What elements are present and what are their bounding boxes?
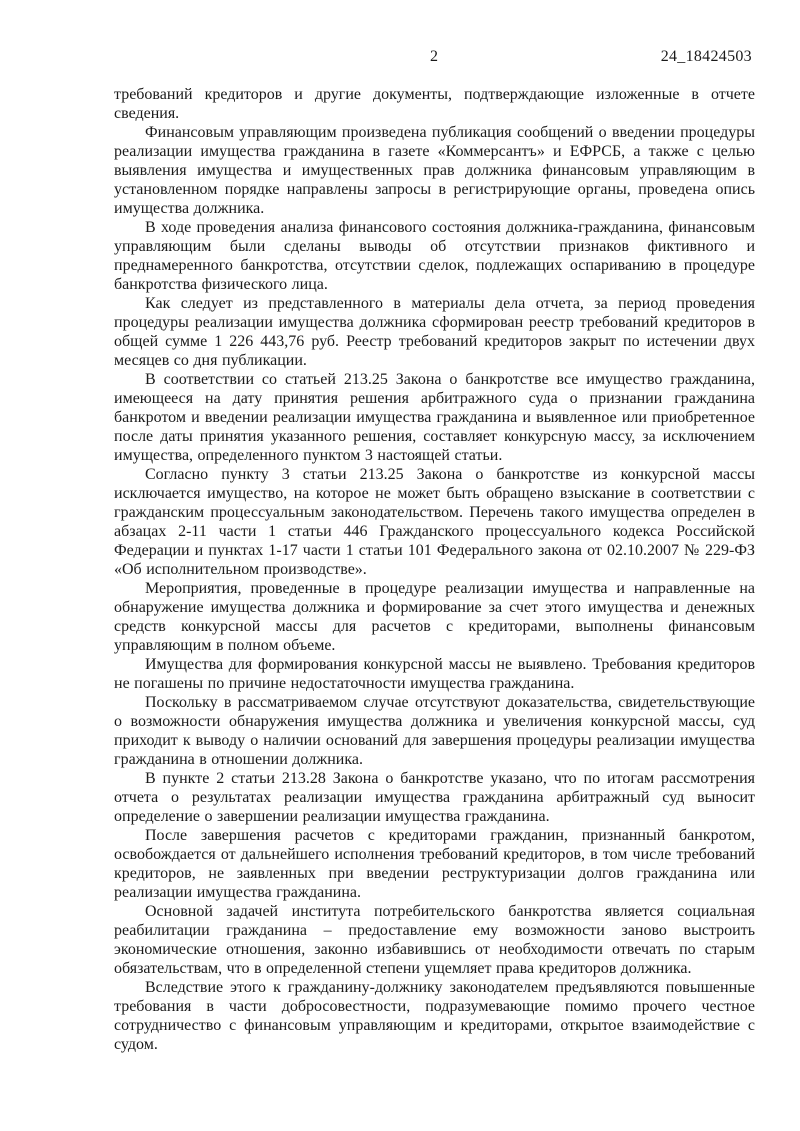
- body-paragraph: Поскольку в рассматриваемом случае отсутствуют доказательства, свидетельствующие о возможности обнаружения имущества должника и увеличения конкурсной массы, суд приходит к выводу о наличии оснований для завершения процедуры реализации имущества гражданина в отношении должника.: [114, 694, 755, 768]
- body-paragraph: В ходе проведения анализа финансового состояния должника-гражданина, финансовым управляющим были сделаны выводы об отсутствии признаков фиктивного и преднамеренного банкротства, отсутствии сделок, подлежащих оспариванию в процедуре банкротства физического лица.: [114, 219, 755, 293]
- body-paragraph: Мероприятия, проведенные в процедуре реализации имущества и направленные на обнаружение имущества должника и формирование за счет этого имущества и денежных средств конкурсной массы для расчетов с кредиторами, выполнены финансовым управляющим в полном объеме.: [114, 580, 755, 654]
- page-number: 2: [430, 48, 438, 65]
- body-paragraph: Согласно пункту 3 статьи 213.25 Закона о банкротстве из конкурсной массы исключается имущество, на которое не может быть обращено взыскание в соответствии с гражданским процессуальным законодательством. Перечень такого имущества определен в абзацах 2-11 части 1 статьи 446 Гражданского процессуального кодекса Российской Федерации и пунктах 1-17 части 1 статьи 101 Федерального закона от 02.10.2007 № 229-ФЗ «Об исполнительном производстве».: [114, 466, 755, 578]
- body-paragraph: После завершения расчетов с кредиторами гражданин, признанный банкротом, освобождается от дальнейшего исполнения требований кредиторов, в том числе требований кредиторов, не заявленных при введении реструктуризации долгов гражданина или реализации имущества гражданина.: [114, 827, 755, 901]
- body-paragraph: Вследствие этого к гражданину-должнику законодателем предъявляются повышенные требования в части добросовестности, подразумевающие помимо прочего честное сотрудничество с финансовым управляющим и кредиторами, открытое взаимодействие с судом.: [114, 979, 755, 1053]
- body-paragraph: Как следует из представленного в материалы дела отчета, за период проведения процедуры реализации имущества должника сформирован реестр требований кредиторов в общей сумме 1 226 443,76 руб. Реестр требований кредиторов закрыт по истечении двух месяцев со дня публикации.: [114, 295, 755, 369]
- document-body: [114, 85, 755, 1054]
- body-paragraph: Имущества для формирования конкурсной массы не выявлено. Требования кредиторов не погашены по причине недостаточности имущества гражданина.: [114, 656, 755, 692]
- body-paragraph: требований кредиторов и другие документы, подтверждающие изложенные в отчете сведения.: [114, 86, 755, 122]
- body-paragraph: В соответствии со статьей 213.25 Закона о банкротстве все имущество гражданина, имеющееся на дату принятия решения арбитражного суда о признании гражданина банкротом и введении реализации имущества гражданина и выявленное или приобретенное после даты принятия указанного решения, составляет конкурсную массу, за исключением имущества, определенного пунктом 3 настоящей статьи.: [114, 371, 755, 464]
- body-paragraph: Финансовым управляющим произведена публикация сообщений о введении процедуры реализации имущества гражданина в газете «Коммерсантъ» и ЕФРСБ, а также с целью выявления имущества и имущественных прав должника финансовым управляющим в установленном порядке направлены запросы в регистрирующие органы, проведена опись имущества должника.: [114, 124, 755, 217]
- page-header: [114, 47, 754, 66]
- body-paragraph: Основной задачей института потребительского банкротства является социальная реабилитации гражданина – предоставление ему возможности заново выстроить экономические отношения, законно избавившись от необходимости отвечать по старым обязательствам, что в определенной степени ущемляет права кредиторов должника.: [114, 903, 755, 977]
- case-number: 24_18424503: [660, 48, 752, 65]
- body-paragraph: В пункте 2 статьи 213.28 Закона о банкротстве указано, что по итогам рассмотрения отчета о результатах реализации имущества гражданина арбитражный суд выносит определение о завершении реализации имущества гражданина.: [114, 770, 755, 825]
